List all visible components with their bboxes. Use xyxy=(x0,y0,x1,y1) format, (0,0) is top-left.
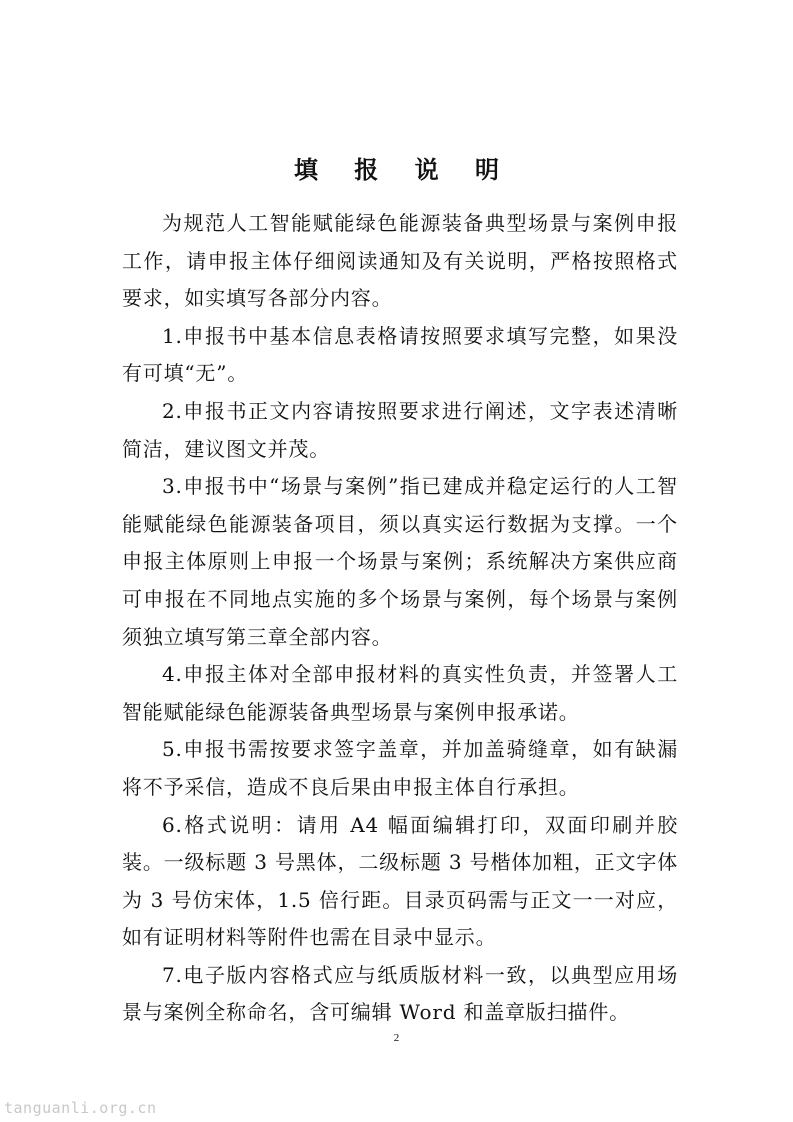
watermark: tanguanli.org.cn xyxy=(4,1099,157,1117)
instruction-item-3: 3.申报书中“场景与案例”指已建成并稳定运行的人工智能赋能绿色能源装备项目，须以真实运行数据为支撑。一个申报主体原则上申报一个场景与案例；系统解决方案供应商可申报在不同地点实施的多个场景与案例，每个场景与案例须独立填写第三章全部内容。 xyxy=(122,474,678,649)
intro-paragraph: 为规范人工智能赋能绿色能源装备典型场景与案例申报工作，请申报主体仔细阅读通知及有关说明，严格按照格式要求，如实填写各部分内容。 xyxy=(122,211,678,311)
instruction-item-2: 2.申报书正文内容请按照要求进行阐述，文字表述清晰简洁，建议图文并茂。 xyxy=(122,398,678,461)
instruction-item-1: 1.申报书中基本信息表格请按照要求填写完整，如果没有可填“无”。 xyxy=(122,323,678,386)
instruction-item-4: 4.申报主体对全部申报材料的真实性负责，并签署人工智能赋能绿色能源装备典型场景与案例申报承诺。 xyxy=(122,662,678,724)
page-number: 2 xyxy=(393,1032,400,1044)
page-title: 填 报 说 明 xyxy=(293,155,514,184)
instruction-item-7: 7.电子版内容格式应与纸质版材料一致，以典型应用场景与案例全称命名，含可编辑 Word 和盖章版扫描件。 xyxy=(122,962,678,1025)
instruction-item-6: 6.格式说明：请用 A4 幅面编辑打印，双面印刷并胶装。一级标题 3 号黑体，二级标题 3 号楷体加粗，正文字体为 3 号仿宋体，1.5 倍行距。目录页码需与正文一一对应，如有证明材料等附件也需在目录中显示。 xyxy=(122,812,678,950)
instruction-item-5: 5.申报书需按要求签字盖章，并加盖骑缝章，如有缺漏将不予采信，造成不良后果由申报主体自行承担。 xyxy=(122,737,678,799)
instructions-body xyxy=(122,205,678,1032)
